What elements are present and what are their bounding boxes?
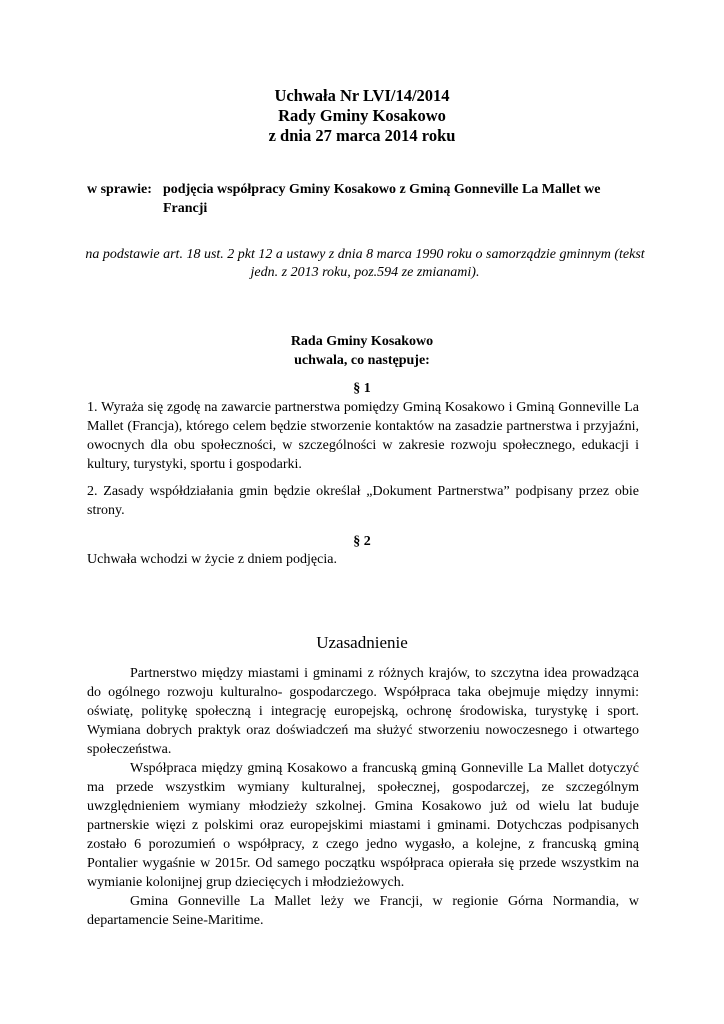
legal-basis: na podstawie art. 18 ust. 2 pkt 12 a ustawy z dnia 8 marca 1990 roku o samorządzie gminnym (tekst jedn. z 2013 roku, poz.594 ze zmianami). bbox=[85, 247, 645, 280]
section-1-point-2: 2. Zasady współdziałania gmin będzie określał „Dokument Partnerstwa” podpisany przez obie strony. bbox=[87, 484, 639, 518]
council-decree-line2: uchwala, co następuje: bbox=[294, 353, 430, 368]
justification-body bbox=[87, 664, 639, 930]
resolution-title bbox=[0, 86, 724, 146]
justification-paragraph: Gmina Gonneville La Mallet leży we Francji, w regionie Górna Normandia, w departamencie Seine-Maritime. bbox=[87, 894, 639, 928]
section-1-point-1: 1. Wyraża się zgodę na zawarcie partnerstwa pomiędzy Gminą Kosakowo i Gminą Gonneville La Mallet (Francja), którego celem będzie stworzenie kontaktów na zasadzie partnerstwa i przyjaźni, owocnych dla obu społeczności, w szczególności w zakresie rozwoju społecznego, edukacji i kultury, turystyki, sportu i gospodarki. bbox=[87, 400, 639, 472]
section-2-mark: § 2 bbox=[353, 534, 371, 549]
resolution-number: Uchwała Nr LVI/14/2014 bbox=[274, 86, 450, 105]
justification-heading: Uzasadnienie bbox=[316, 633, 408, 652]
justification-paragraph: Partnerstwo między miastami i gminami z różnych krajów, to szczytna idea prowadząca do ogólnego rozwoju kulturalno- gospodarczego. Współpraca taka obejmuje między innymi: oświatę, politykę społeczną i integrację europejską, ochronę środowiska, turystykę i sport. Wymiana dobrych praktyk oraz doświadczeń ma służyć stworzeniu nowoczesnego i otwartego społeczeństwa. bbox=[87, 666, 639, 757]
resolution-date: z dnia 27 marca 2014 roku bbox=[268, 126, 456, 145]
resolution-subject bbox=[87, 180, 647, 218]
subject-text: podjęcia współpracy Gminy Kosakowo z Gminą Gonneville La Mallet we Francji bbox=[163, 182, 601, 216]
justification-paragraph: Współpraca między gminą Kosakowo a francuską gminą Gonneville La Mallet dotyczyć ma przede wszystkim wymiany kulturalnej, społecznej, gospodarczej, ze szczególnym uwzględnieniem wymiany młodzieży szkolnej. Gmina Kosakowo już od wielu lat buduje partnerskie więzi z polskimi oraz europejskimi miastami i gminami. Dotychczas podpisanych zostało 6 porozumień o współpracy, z czego jedno wygasło, a kolejne, z francuską gminą Pontalier wygaśnie w 2015r. Od samego początku współpraca opierała się przede wszystkim na wymianie kolonijnej grup dziecięcych i młodzieżowych. bbox=[87, 761, 639, 890]
section-2-text: Uchwała wchodzi w życie z dniem podjęcia. bbox=[87, 552, 337, 567]
council-decree-line1: Rada Gminy Kosakowo bbox=[290, 334, 434, 349]
section-1-mark: § 1 bbox=[353, 381, 371, 396]
council-decree bbox=[0, 332, 724, 370]
subject-label: w sprawie: bbox=[87, 182, 152, 197]
council-name: Rady Gminy Kosakowo bbox=[278, 106, 446, 125]
